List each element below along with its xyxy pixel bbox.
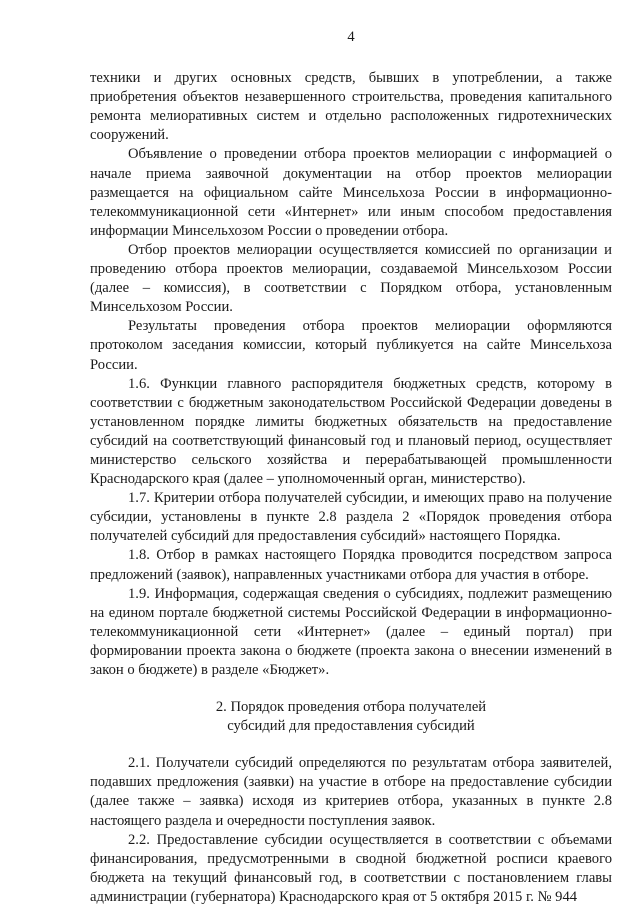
paragraph: Объявление о проведении отбора проектов мелиорации с информацией о начале приема заявочной документации на отбор проектов мелиорации размещается на официальном сайте Минсельхоза России в информационно-телекоммуникационной сети «Интернет» или иным способом предоставления информации Минсельхозом России о проведении отбора. (90, 146, 612, 239)
paragraph: 1.9. Информация, содержащая сведения о субсидиях, подлежит размещению на едином портале бюджетной системы Российской Федерации в информационно-телекоммуникационной сети «Интернет» (далее – единый портал) при формировании проекта закона о бюджете (проекта закона о внесении изменений в закон о бюджете) в разделе «Бюджет». (90, 585, 612, 678)
section-heading (90, 698, 612, 736)
paragraph: 2.1. Получатели субсидий определяются по результатам отбора заявителей, подавших предложения (заявки) на участие в отборе на предоставление субсидии (далее также – заявка) исходя из критериев отбора, указанных в пункте 2.8 настоящего раздела и очередности поступления заявок. (90, 755, 612, 829)
section-heading-line: субсидий для предоставления субсидий (227, 718, 475, 735)
page-number: 4 (347, 29, 355, 45)
paragraph: 1.7. Критерии отбора получателей субсидии, и имеющих право на получение субсидии, установлены в пункте 2.8 раздела 2 «Порядок проведения отбора получателей субсидий для предоставления субсидий» настоящего Порядка. (90, 490, 612, 545)
paragraph: Отбор проектов мелиорации осуществляется комиссией по организации и проведению отбора проектов мелиорации, создаваемой Минсельхозом России (далее – комиссия), в соответствии с Порядком отбора, установленным Минсельхозом России. (90, 241, 612, 316)
paragraph: 1.8. Отбор в рамках настоящего Порядка проводится посредством запроса предложений (заявок), направленных участниками отбора для участия в отборе. (90, 547, 612, 583)
paragraph: техники и других основных средств, бывших в употреблении, а также приобретения объектов незавершенного строительства, проведения капитального ремонта мелиоративных систем и отдельно расположенных гидротехнических сооружений. (90, 70, 612, 144)
section-heading-line: 2. Порядок проведения отбора получателей (215, 699, 487, 716)
paragraph: Результаты проведения отбора проектов мелиорации оформляются протоколом заседания комиссии, который публикуется на сайте Минсельхоза России. (90, 318, 612, 373)
paragraph: 1.6. Функции главного распорядителя бюджетных средств, которому в соответствии с бюджетным законодательством Российской Федерации доведены в установленном порядке лимиты бюджетных обязательств на предоставление субсидий на соответствующий финансовый год и плановый период, осуществляет министерство сельского хозяйства и перерабатывающей промышленности Краснодарского края (далее – уполномоченный орган, министерство). (90, 375, 612, 488)
document-page (90, 28, 612, 907)
paragraph: 2.2. Предоставление субсидии осуществляется в соответствии с объемами финансирования, предусмотренными в сводной бюджетной росписи краевого бюджета на текущий финансовый год, в соответствии с постановлением главы администрации (губернатора) Краснодарского края от 5 октября 2015 г. № 944 (90, 831, 612, 905)
